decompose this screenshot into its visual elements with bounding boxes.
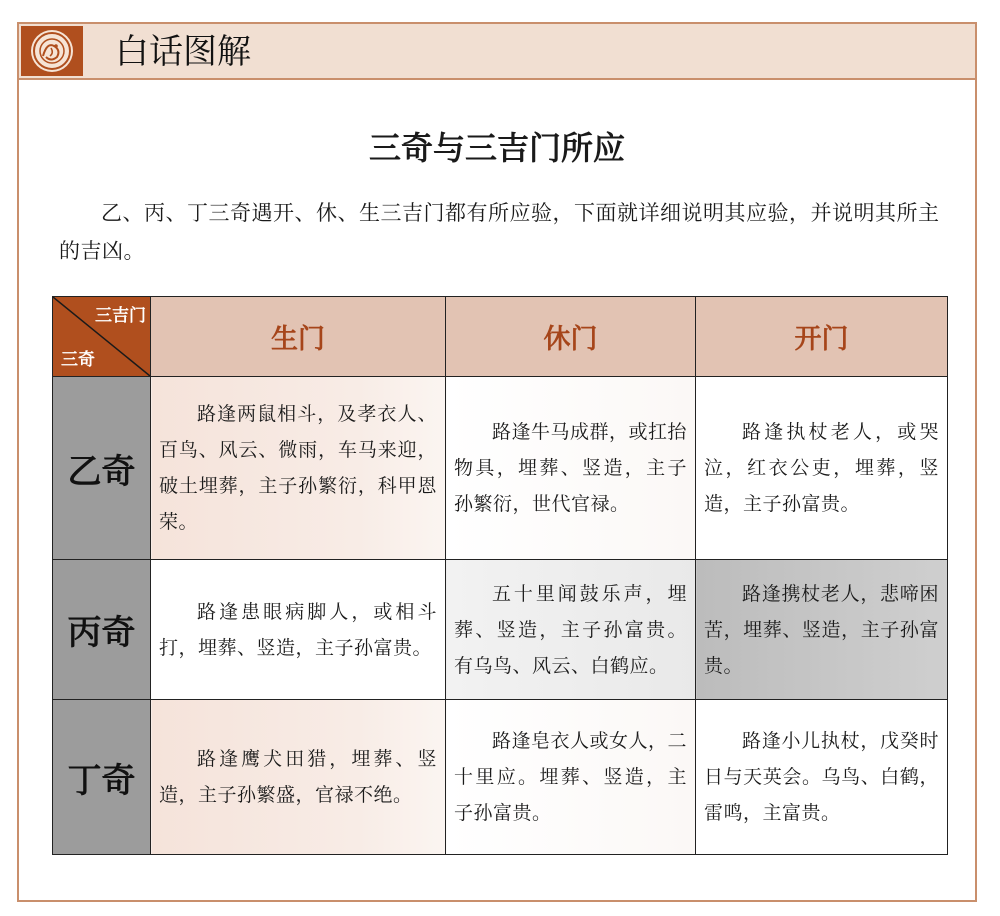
header-label: 白话图解 (115, 32, 251, 72)
table-cell: 路逢两鼠相斗，及孝衣人、百鸟、风云、微雨，车马来迎，破土埋葬，主子孙繁衍，科甲恩荣。 (151, 377, 446, 560)
intro-paragraph: 乙、丙、丁三奇遇开、休、生三吉门都有所应验，下面就详细说明其应验，并说明其所主的吉凶。 (59, 201, 940, 263)
corner-cell (53, 297, 151, 377)
table-cell: 路逢牛马成群，或扛抬物具，埋葬、竖造，主子孙繁衍，世代官禄。 (446, 377, 696, 560)
three-qi-table (52, 296, 948, 855)
header-band (19, 24, 975, 80)
table-header-row (53, 297, 948, 377)
table-cell: 路逢患眼病脚人，或相斗打，埋葬、竖造，主子孙富贵。 (151, 560, 446, 700)
row-header-bingqi: 丙奇 (53, 560, 151, 700)
table-cell: 五十里闻鼓乐声，埋葬、竖造，主子孙富贵。有乌鸟、风云、白鹤应。 (446, 560, 696, 700)
table-cell: 路逢执杖老人，或哭泣，红衣公吏，埋葬，竖造，主子孙富贵。 (696, 377, 948, 560)
table-cell: 路逢携杖老人，悲啼困苦，埋葬、竖造，主子孙富贵。 (696, 560, 948, 700)
corner-row-label: 三奇 (61, 350, 95, 370)
table-row (53, 700, 948, 855)
table-cell: 路逢鹰犬田猎，埋葬、竖造，主子孙繁盛，官禄不绝。 (151, 700, 446, 855)
row-header-yiqi: 乙奇 (53, 377, 151, 560)
page-frame (17, 22, 977, 902)
column-header-kaimen: 开门 (696, 297, 948, 377)
corner-column-label: 三吉门 (95, 306, 146, 326)
table-cell: 路逢小儿执杖，戊癸时日与天英会。乌鸟、白鹤，雷鸣，主富贵。 (696, 700, 948, 855)
table-row (53, 377, 948, 560)
column-header-xiumen: 休门 (446, 297, 696, 377)
seal-emblem-icon (21, 26, 83, 76)
column-header-shengmen: 生门 (151, 297, 446, 377)
table-cell: 路逢皂衣人或女人，二十里应。埋葬、竖造，主子孙富贵。 (446, 700, 696, 855)
row-header-dingqi: 丁奇 (53, 700, 151, 855)
table-row (53, 560, 948, 700)
page-title: 三奇与三吉门所应 (368, 129, 625, 167)
